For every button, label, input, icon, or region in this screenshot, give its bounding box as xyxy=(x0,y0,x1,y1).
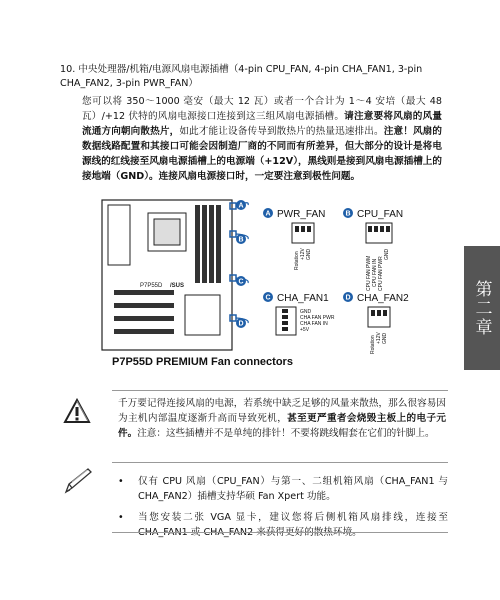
label-letter-b: B xyxy=(345,210,351,218)
pwr-fan-pin-3 xyxy=(307,226,311,232)
letter-b: B xyxy=(238,236,244,244)
pwr-fan-pin-label-2: +12V xyxy=(300,248,306,260)
note-bullet: • xyxy=(118,512,124,523)
cha-fan1-pin-1 xyxy=(282,309,288,313)
chapter-tab xyxy=(464,246,500,370)
cha-fan2-pin-label-2: +12V xyxy=(376,332,382,344)
warning-text-a: 千万要记得连接风扇的电源，若系统中缺乏足够的风量来散热，那么很容易因为主机内部温度逐渐升高而导致死机， xyxy=(118,398,446,424)
board-logo: /SUS xyxy=(170,283,185,289)
intro-p1-bold: 请注意要将风扇的风量流通方向朝向散热片， xyxy=(82,111,443,137)
dimm-slot-1 xyxy=(195,205,200,283)
letter-a: A xyxy=(238,202,244,210)
note-bottom-rule xyxy=(112,532,448,533)
section-title: 中央处理器/机箱/电源风扇电源插槽（4-pin CPU_FAN, 4-pin CHA_FAN1, 3-pin CHA_FAN2, 3-pin PWR_FAN） xyxy=(60,64,423,89)
warning-top-rule xyxy=(112,390,448,391)
warning-text-bold: 甚至更严重者会烧毁主板上的电子元件。 xyxy=(118,413,447,439)
cpu-socket-inner xyxy=(154,219,180,245)
dimm-slot-4 xyxy=(216,205,221,283)
pcie-slot-3 xyxy=(114,316,174,321)
warning-triangle-icon xyxy=(63,398,91,428)
cha-fan1-title: CHA_FAN1 xyxy=(277,293,329,304)
note-text: 仅有 CPU 风扇（CPU_FAN）与第一、二组机箱风扇（CHA_FAN1 与 CHA_FAN2）插槽支持华硕 Fan Xpert 功能。 xyxy=(138,476,448,502)
cha-fan1-pin-label-4: +5V xyxy=(300,327,310,333)
pwr-fan-title: PWR_FAN xyxy=(277,209,326,220)
label-letter-d: D xyxy=(345,294,351,302)
pwr-fan-pin-1 xyxy=(295,226,299,232)
intro-paragraph xyxy=(82,94,442,184)
dimm-slot-2 xyxy=(202,205,207,283)
note-item xyxy=(118,474,448,504)
warning-text-b: 注意：这些插槽并不是单纯的排针！不要将跳线帽套在它们的针脚上。 xyxy=(137,428,435,439)
cha-fan2-pin-label-1: Rotation xyxy=(370,335,376,354)
cha-fan1-pin-4 xyxy=(282,327,288,331)
note-item xyxy=(118,510,448,540)
cpu-fan-title: CPU_FAN xyxy=(357,209,404,220)
board-label: P7P55D xyxy=(140,283,163,289)
cpu-fan-pin-4 xyxy=(386,226,390,232)
cpu-fan-pin-label-2: CPU FAN IN xyxy=(372,258,378,287)
intro-p2: 如此才能让设备传导到散热片的热量迅速排出。 xyxy=(179,126,384,137)
cpu-fan-pin-2 xyxy=(374,226,378,232)
cpu-fan-pin-3 xyxy=(380,226,384,232)
cha-fan2-pin-2 xyxy=(377,310,381,316)
cha-fan1-pin-3 xyxy=(282,321,288,325)
cha-fan2-title: CHA_FAN2 xyxy=(357,293,409,304)
section-number: 10. xyxy=(60,64,76,75)
io-panel xyxy=(108,205,130,265)
cha-fan1-pin-2 xyxy=(282,315,288,319)
cha-fan2-pin-3 xyxy=(383,310,387,316)
label-letter-c: C xyxy=(265,294,271,302)
note-top-rule xyxy=(112,462,448,463)
pcie-slot-1 xyxy=(114,290,174,295)
diagram-caption: P7P55D PREMIUM Fan connectors xyxy=(112,356,293,368)
pwr-fan-pin-label-3: GND xyxy=(306,248,312,260)
cpu-fan-pin-label-3: CPU FAN PWR xyxy=(378,256,384,291)
pwr-fan-pin-label-1: Rotation xyxy=(294,251,300,270)
cha-fan1-pin-label-2: CHA FAN PWR xyxy=(300,315,335,321)
warning-text xyxy=(118,396,446,441)
cha-fan1-pin-label-1: GND xyxy=(300,309,312,315)
cha-fan2-pin-label-3: GND xyxy=(382,332,388,344)
intro-p1: 您可以将 350～1000 毫安（最大 12 瓦）或者一个合计为 1～4 安培（最大 48 瓦）/+12 伏特的风扇电源接口连接到这三组风扇电源插槽。 xyxy=(82,96,442,122)
cha-fan1-pin-label-3: CHA FAN IN xyxy=(300,321,328,327)
cha-fan2-pin-1 xyxy=(371,310,375,316)
note-bullet: • xyxy=(118,476,124,487)
section-heading xyxy=(60,63,445,91)
fan-connector-diagram xyxy=(100,195,455,380)
cpu-fan-pin-1 xyxy=(368,226,372,232)
chipset xyxy=(185,295,220,335)
label-letter-a: A xyxy=(265,210,271,218)
cpu-fan-pin-label-4: GND xyxy=(384,248,390,260)
diagram-svg xyxy=(100,195,455,355)
chapter-tab-label: 第二章 xyxy=(471,279,492,337)
pcie-slot-2 xyxy=(114,303,174,308)
dimm-slot-3 xyxy=(209,205,214,283)
pwr-fan-pin-2 xyxy=(301,226,305,232)
note-list xyxy=(118,474,448,546)
intro-p3-bold: 注意！风扇的数据线路配置和其接口可能会因制造厂商的不同而有所差异，但大部分的设计是将电源线的红线接至风扇电源插槽上的电源端（+12V），黑线则是接到风扇电源插槽上的接地端（GND）。连接风扇电源接口时，一定要注意到极性问题。 xyxy=(82,126,443,182)
letter-c: C xyxy=(238,278,244,286)
cpu-fan-pin-label-1: CPU FAN PWM xyxy=(366,255,372,291)
letter-d: D xyxy=(238,320,244,328)
pen-note-icon xyxy=(60,466,94,500)
pcie-slot-4 xyxy=(114,329,174,334)
note-text: 当您安装二张 VGA 显卡，建议您将后侧机箱风扇排线，连接至 xyxy=(138,512,448,523)
